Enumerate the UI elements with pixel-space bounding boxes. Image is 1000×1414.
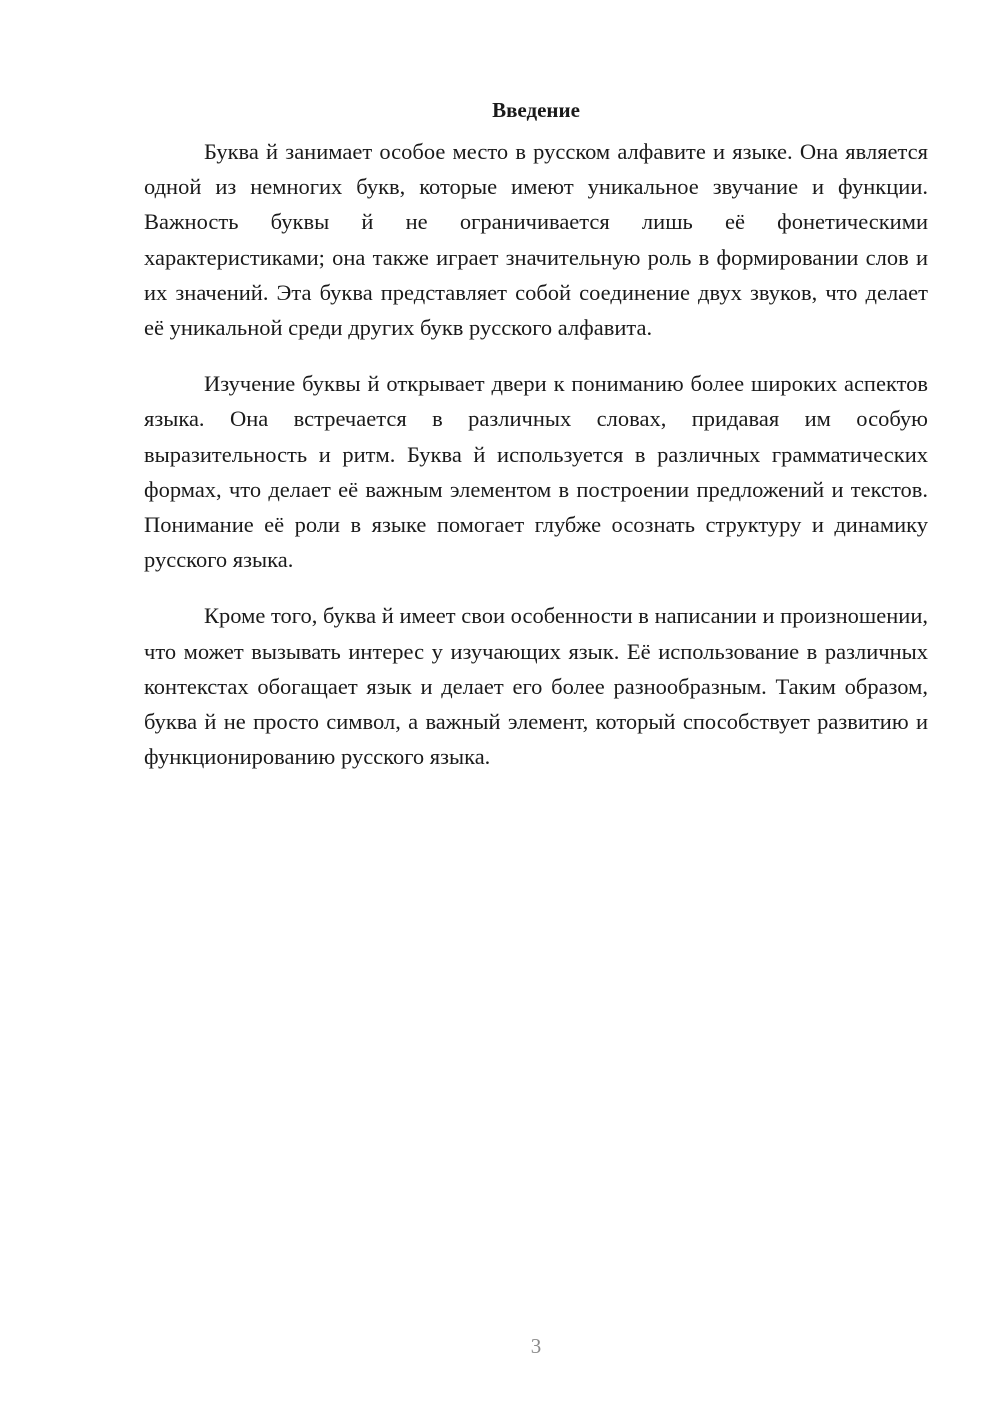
paragraph-3: Кроме того, буква й имеет свои особенности в написании и произношении, что может вызывать интерес у изучающих язык. Её использование в различных контекстах обогащает язык и делает его более разнообразным. Таким образом, буква й не просто символ, а важный элемент, который способствует развитию и функционированию русского языка. — [144, 603, 928, 770]
paragraph-2: Изучение буквы й открывает двери к пониманию более широких аспектов языка. Она встречается в различных словах, придавая им особую выразительность и ритм. Буква й используется в различных грамматических формах, что делает её важным элементом в построении предложений и текстов. Понимание её роли в языке помогает глубже осознать структуру и динамику русского языка. — [144, 371, 928, 573]
section-heading: Введение — [492, 98, 580, 122]
paragraph-1: Буква й занимает особое место в русском алфавите и языке. Она является одной из немногих букв, которые имеют уникальное звучание и функции. Важность буквы й не ограничивается лишь её фонетическими характеристиками; она также играет значительную роль в формировании слов и их значений. Эта буква представляет собой соединение двух звуков, что делает её уникальной среди других букв русского алфавита. — [144, 139, 928, 341]
page-number: 3 — [530, 1334, 542, 1358]
page-content — [144, 94, 928, 795]
